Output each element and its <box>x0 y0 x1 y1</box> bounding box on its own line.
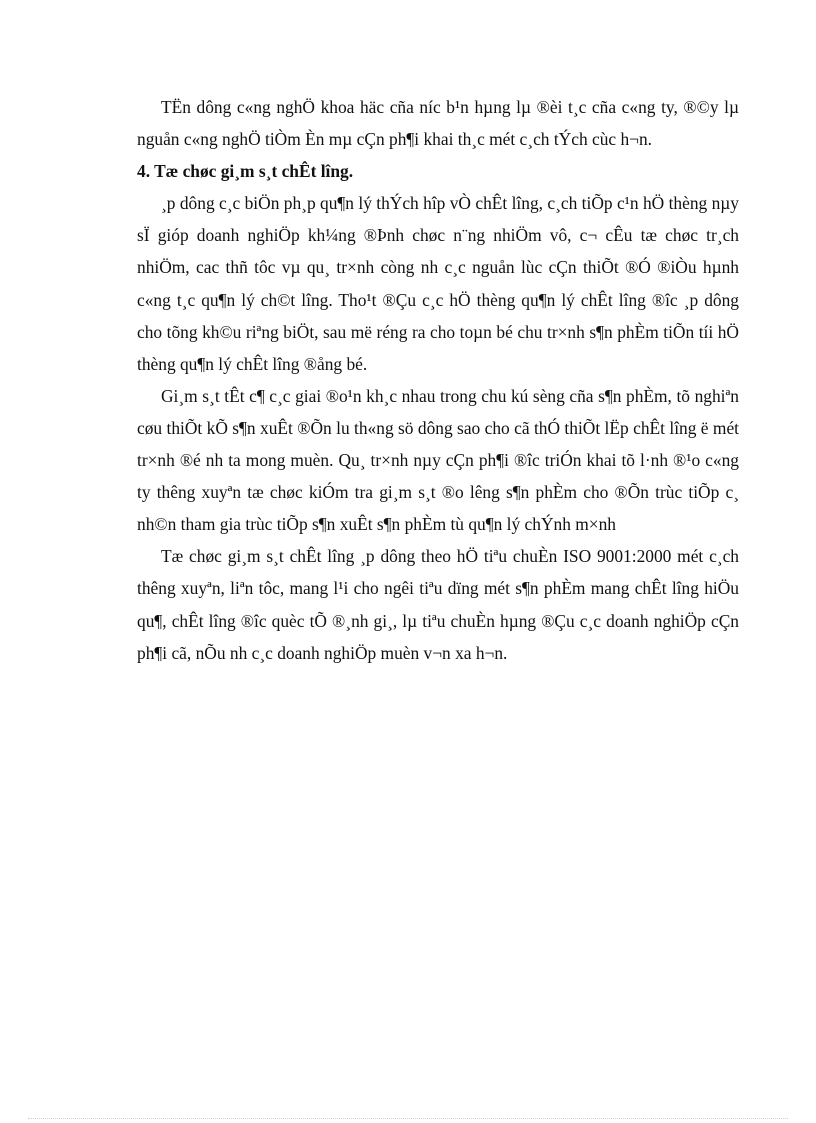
body-text <box>137 91 739 669</box>
paragraph-quality-management: ¸p dông c¸c biÖn ph¸p qu¶n lý thÝch hîp vÒ chÊt lîng, c¸ch tiÕp c¹n hÖ thèng nµy sÏ gióp doanh nghiÖp kh¼ng ®Þnh chøc n¨ng nhiÖm vô, c¬ cÊu tæ chøc tr¸ch nhiÖm, cac thñ tôc vµ qu¸ tr×nh còng nh c¸c nguån lùc cÇn thiÕt ®Ó ®iÒu hµnh c«ng t¸c qu¶n lý ch©t lîng. Tho¹t ®Çu c¸c hÖ thèng qu¶n lý chÊt lîng ®îc ¸p dông cho tõng kh©u riªng biÖt, sau më réng ra cho toµn bé chu tr×nh s¶n phÈm tiÕn tíi hÖ thèng qu¶n lý chÊt lîng ®ång bé. <box>137 193 739 374</box>
paragraph-iso-standard: Tæ chøc gi¸m s¸t chÊt lîng ¸p dông theo hÖ tiªu chuÈn ISO 9001:2000 mét c¸ch thêng xuyªn, liªn tôc, mang l¹i cho ngêi tiªu dïng mét s¶n phÈm mang chÊt lîng hiÖu qu¶, chÊt lîng ®îc quèc tÕ ®¸nh gi¸, lµ tiªu chuÈn hµng ®Çu c¸c doanh nghiÖp cÇn ph¶i cã, nÕu nh c¸c doanh nghiÖp muèn v¬n xa h¬n. <box>137 546 739 663</box>
section-heading-quality-supervision: 4. Tæ chøc gi¸m s¸t chÊt lîng. <box>137 161 354 182</box>
page-bottom-border <box>28 1118 788 1119</box>
paragraph-technology: TËn dông c«ng nghÖ khoa häc cña níc b¹n hµng lµ ®èi t¸c cña c«ng ty, ®©y lµ nguån c«ng nghÖ tiÒm Èn mµ cÇn ph¶i khai th¸c mét c¸ch tÝch cùc h¬n. <box>137 97 739 150</box>
paragraph-lifecycle-supervision: Gi¸m s¸t tÊt c¶ c¸c giai ®o¹n kh¸c nhau trong chu kú sèng cña s¶n phÈm, tõ nghiªn cøu thiÕt kÕ s¶n xuÊt ®Õn lu th«ng sö dông sao cho cã thÓ thiÕt lËp chÊt lîng ë mét tr×nh ®é nh ta mong muèn. Qu¸ tr×nh nµy cÇn ph¶i ®îc triÓn khai tõ l·nh ®¹o c«ng ty thêng xuyªn tæ chøc kiÓm tra gi¸m s¸t ®o lêng s¶n phÈm cho ®Õn trùc tiÕp c¸ nh©n tham gia trùc tiÕp s¶n xuÊt s¶n phÈm tù qu¶n lý chÝnh m×nh <box>137 385 739 535</box>
